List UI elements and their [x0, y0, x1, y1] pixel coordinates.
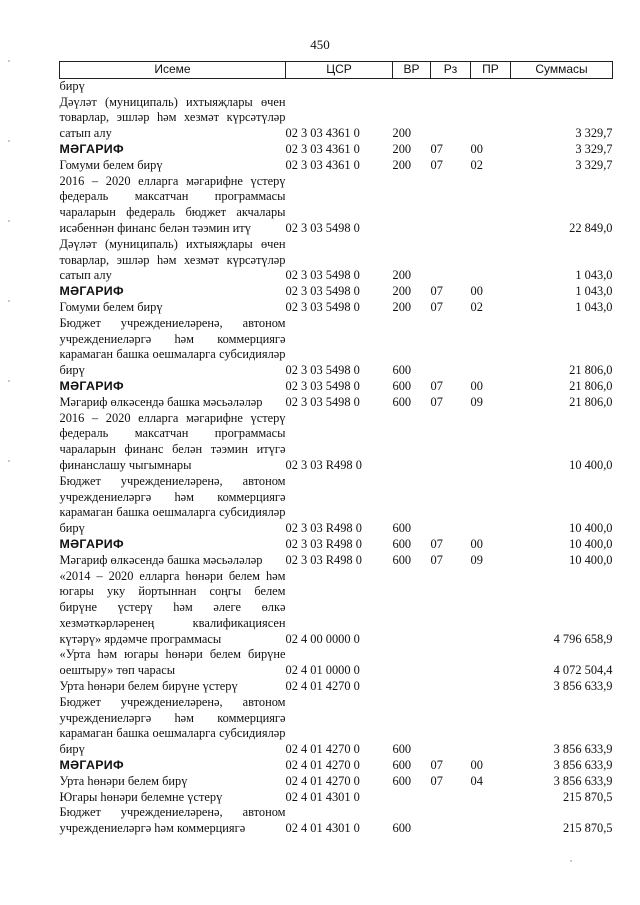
row-vr	[393, 679, 431, 695]
row-name: Бюджет учреждениеләренә, автоном учреждениеләргә һәм коммерциягә карамаган башка оешмаларга субсидияләр бирү	[59, 315, 286, 378]
table-row	[60, 647, 613, 679]
row-code	[286, 78, 393, 94]
row-rz	[431, 316, 471, 379]
row-vr	[393, 411, 431, 474]
row-name: Гомуми белем бирү	[59, 157, 163, 172]
table-row	[60, 790, 613, 806]
row-code: 02 4 00 0000 0	[285, 631, 360, 646]
row-name: Урта һөнәри белем бирүне үстерү	[59, 679, 238, 694]
scan-mark	[8, 460, 10, 462]
header-sum: Суммасы	[511, 62, 613, 79]
row-pr	[471, 474, 511, 537]
row-name: Югары һөнәри белемне үстерү	[59, 789, 223, 804]
row-code: 02 4 01 4270 0	[285, 773, 360, 788]
table-row	[60, 284, 613, 300]
table-body	[60, 78, 613, 837]
row-pr	[471, 695, 511, 758]
row-sum: 4 796 658,9	[553, 631, 613, 646]
row-pr	[471, 411, 511, 474]
table-row	[60, 237, 613, 284]
row-rz: 07	[430, 378, 443, 393]
row-vr: 600	[392, 758, 412, 773]
row-rz: 07	[430, 536, 443, 551]
row-sum: 21 806,0	[569, 378, 613, 393]
row-vr	[393, 790, 431, 806]
row-name: бирү	[59, 78, 85, 93]
row-rz: 07	[430, 157, 443, 172]
row-name: МӘГАРИФ	[59, 284, 124, 299]
row-name: Дәүләт (муниципаль) ихтыяҗлары өчен товарлар, эшләр һәм хезмәт күрсәтүләр сатып алу	[59, 236, 286, 283]
table-row	[60, 774, 613, 790]
row-pr	[471, 805, 511, 837]
row-vr	[393, 78, 431, 94]
row-vr: 200	[392, 126, 412, 141]
table-row	[60, 78, 613, 94]
row-pr	[471, 78, 511, 94]
row-name: МӘГАРИФ	[59, 536, 124, 551]
row-code: 02 3 03 5498 0	[285, 284, 360, 299]
row-pr: 09	[470, 394, 483, 409]
table-row	[60, 158, 613, 174]
page-number: 450	[310, 37, 330, 52]
table-row	[60, 379, 613, 395]
row-rz: 07	[430, 758, 443, 773]
row-sum: 10 400,0	[569, 521, 613, 536]
header-rz: Рз	[431, 62, 471, 79]
row-vr	[393, 569, 431, 648]
row-vr: 200	[392, 299, 412, 314]
row-sum: 21 806,0	[569, 394, 613, 409]
row-pr	[471, 647, 511, 679]
row-code: 02 4 01 4270 0	[285, 758, 360, 773]
row-rz: 07	[430, 773, 443, 788]
row-code: 02 3 03 4361 0	[285, 157, 360, 172]
row-name: «Урта һәм югары һөнәри белем бирүне оештыру» төп чарасы	[59, 647, 286, 678]
budget-table	[59, 61, 613, 837]
row-pr	[471, 95, 511, 142]
row-code: 02 3 03 5498 0	[285, 394, 360, 409]
row-code: 02 3 03 R498 0	[285, 521, 362, 536]
row-sum: 22 849,0	[569, 220, 613, 235]
header-vr: ВР	[393, 62, 431, 79]
row-name: «2014 – 2020 елларга һөнәри белем һәм югары уку йортыннан соңгы белем бирүне үстерү һәм әлеге өлкә хезмәткәрләренең квалификациясен күтәрү» ярдәмче программасы	[59, 568, 286, 646]
row-pr	[471, 790, 511, 806]
table-row	[60, 95, 613, 142]
row-code: 02 4 01 4270 0	[285, 679, 360, 694]
row-sum: 215 870,5	[562, 789, 613, 804]
table-row	[60, 316, 613, 379]
row-rz	[431, 805, 471, 837]
row-sum: 4 072 504,4	[553, 663, 613, 678]
row-rz: 07	[430, 284, 443, 299]
scan-mark	[8, 300, 10, 302]
row-pr	[471, 316, 511, 379]
table-row	[60, 805, 613, 837]
scan-mark	[8, 220, 10, 222]
row-code: 02 3 03 5498 0	[285, 299, 360, 314]
row-vr: 600	[392, 363, 412, 378]
row-vr: 600	[392, 552, 412, 567]
row-pr: 04	[470, 773, 483, 788]
row-name: Бюджет учреждениеләренә, автоном учреждениеләргә һәм коммерциягә	[59, 805, 286, 836]
row-code: 02 3 03 R498 0	[285, 536, 362, 551]
row-rz	[431, 474, 471, 537]
row-vr	[393, 647, 431, 679]
row-rz: 07	[430, 394, 443, 409]
row-code: 02 4 01 4301 0	[285, 789, 360, 804]
row-vr: 600	[392, 773, 412, 788]
row-vr: 600	[392, 742, 412, 757]
row-code: 02 3 03 R498 0	[285, 457, 362, 472]
row-rz	[431, 790, 471, 806]
row-code: 02 3 03 5498 0	[285, 268, 360, 283]
row-sum: 10 400,0	[569, 536, 613, 551]
row-pr: 00	[470, 758, 483, 773]
row-vr: 200	[392, 157, 412, 172]
row-name: Мәгариф өлкәсендә башка мәсьәләләр	[59, 552, 263, 567]
row-vr: 600	[392, 521, 412, 536]
row-name: 2016 – 2020 елларга мәгарифне үстерү федераль максатчан программасы чараларын федераль бюджет акчалары исәбеннән финанс белән тәэмин итү	[59, 173, 286, 235]
scan-mark	[8, 60, 10, 62]
row-rz: 07	[430, 141, 443, 156]
row-name: 2016 – 2020 елларга мәгарифне үстерү федераль максатчан программасы чараларын финанс белән тәэмин итүгә финанслашу чыгымнары	[59, 410, 286, 472]
row-code: 02 3 03 R498 0	[285, 552, 362, 567]
table-row	[60, 395, 613, 411]
row-pr	[471, 569, 511, 648]
row-pr: 00	[470, 141, 483, 156]
row-sum: 3 329,7	[575, 141, 613, 156]
row-sum	[511, 78, 613, 94]
row-pr: 00	[470, 536, 483, 551]
row-rz	[431, 78, 471, 94]
row-pr: 09	[470, 552, 483, 567]
row-sum: 1 043,0	[575, 268, 613, 283]
table-row	[60, 537, 613, 553]
row-name: Урта һөнәри белем бирү	[59, 773, 188, 788]
table-row	[60, 695, 613, 758]
row-name: Бюджет учреждениеләренә, автоном учреждениеләргә һәм коммерциягә карамаган башка оешмаларга субсидияләр бирү	[59, 473, 286, 536]
row-sum: 1 043,0	[575, 299, 613, 314]
row-vr: 200	[392, 284, 412, 299]
table-row	[60, 553, 613, 569]
row-pr	[471, 174, 511, 237]
row-code: 02 4 01 0000 0	[285, 663, 360, 678]
row-pr	[471, 679, 511, 695]
scan-mark	[570, 860, 572, 862]
row-sum: 3 856 633,9	[553, 758, 613, 773]
row-rz	[431, 679, 471, 695]
row-vr: 600	[392, 536, 412, 551]
row-pr: 00	[470, 378, 483, 393]
row-name: МӘГАРИФ	[59, 378, 124, 393]
row-name: Мәгариф өлкәсендә башка мәсьәләләр	[59, 394, 263, 409]
row-vr: 200	[392, 268, 412, 283]
header-csr: ЦСР	[286, 62, 393, 79]
header-name: Исеме	[60, 62, 286, 79]
table-row	[60, 679, 613, 695]
row-code: 02 3 03 5498 0	[285, 378, 360, 393]
row-code: 02 4 01 4301 0	[285, 821, 360, 836]
row-vr: 600	[392, 821, 412, 836]
table-row	[60, 174, 613, 237]
table-row	[60, 142, 613, 158]
row-pr	[471, 237, 511, 284]
row-sum: 215 870,5	[562, 821, 613, 836]
row-code: 02 3 03 4361 0	[285, 141, 360, 156]
scan-mark	[8, 380, 10, 382]
header-pr: ПР	[471, 62, 511, 79]
table-row	[60, 474, 613, 537]
row-name: Бюджет учреждениеләренә, автоном учреждениеләргә һәм коммерциягә карамаган башка оешмаларга субсидияләр бирү	[59, 694, 286, 757]
row-name: МӘГАРИФ	[59, 758, 124, 773]
row-rz	[431, 237, 471, 284]
table-row	[60, 758, 613, 774]
table-header	[60, 62, 613, 79]
row-rz	[431, 647, 471, 679]
row-vr	[393, 174, 431, 237]
row-code: 02 3 03 5498 0	[285, 363, 360, 378]
row-rz: 07	[430, 299, 443, 314]
row-name: Гомуми белем бирү	[59, 299, 163, 314]
row-sum: 3 856 633,9	[553, 742, 613, 757]
row-sum: 3 856 633,9	[553, 773, 613, 788]
table-row	[60, 411, 613, 474]
row-vr: 200	[392, 141, 412, 156]
row-vr: 600	[392, 378, 412, 393]
row-rz: 07	[430, 552, 443, 567]
row-sum: 1 043,0	[575, 284, 613, 299]
scan-mark	[8, 140, 10, 142]
row-rz	[431, 695, 471, 758]
row-rz	[431, 411, 471, 474]
row-sum: 3 329,7	[575, 157, 613, 172]
row-name: МӘГАРИФ	[59, 141, 124, 156]
row-sum: 10 400,0	[569, 552, 613, 567]
table-row	[60, 300, 613, 316]
row-vr: 600	[392, 394, 412, 409]
row-rz	[431, 569, 471, 648]
row-pr: 02	[470, 299, 483, 314]
row-sum: 10 400,0	[569, 457, 613, 472]
row-code: 02 4 01 4270 0	[285, 742, 360, 757]
row-rz	[431, 95, 471, 142]
row-code: 02 3 03 5498 0	[285, 220, 360, 235]
row-sum: 21 806,0	[569, 363, 613, 378]
row-sum: 3 856 633,9	[553, 679, 613, 694]
row-pr: 00	[470, 284, 483, 299]
row-pr: 02	[470, 157, 483, 172]
table-row	[60, 569, 613, 648]
row-code: 02 3 03 4361 0	[285, 126, 360, 141]
row-sum: 3 329,7	[575, 126, 613, 141]
row-rz	[431, 174, 471, 237]
row-name: Дәүләт (муниципаль) ихтыяҗлары өчен товарлар, эшләр һәм хезмәт күрсәтүләр сатып алу	[59, 94, 286, 141]
